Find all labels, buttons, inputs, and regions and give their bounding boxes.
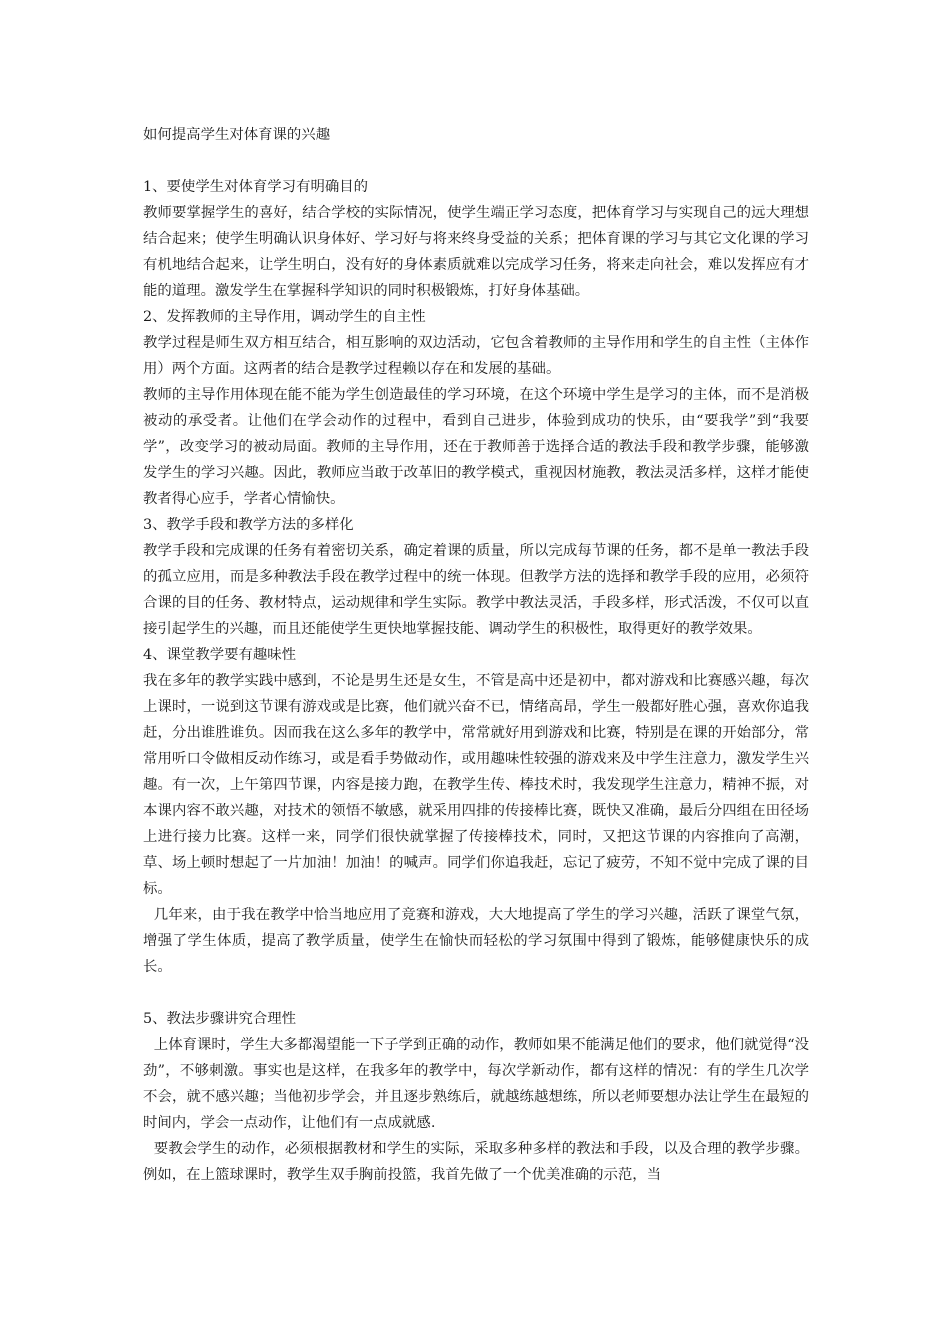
section-5-paragraph-1: 上体育课时，学生大多都渴望能一下子学到正确的动作，教师如果不能满足他们的要求，他们就觉得“没劲”，不够刺激。事实也是这样，在我多年的教学中，每次学新动作，都有这样的情况：有的学生几次学不会，就不感兴趣；当他初步学会，并且逐步熟练后，就越练越想练，所以老师要想办法让学生在最短的时间内，学会一点动作，让他们有一点成就感.: [143, 1037, 809, 1131]
section-2-paragraph-1: 教学过程是师生双方相互结合，相互影响的双边活动，它包含着教师的主导作用和学生的自主性（主体作用）两个方面。这两者的结合是教学过程赖以存在和发展的基础。: [143, 335, 809, 377]
section-2-paragraph-2: 教师的主导作用体现在能不能为学生创造最佳的学习环境，在这个环境中学生是学习的主体，而不是消极被动的承受者。让他们在学会动作的过程中，看到自己进步，体验到成功的快乐，由“要我学”到“我要学”，改变学习的被动局面。教师的主导作用，还在于教师善于选择合适的教法手段和教学步骤，能够激发学生的学习兴趣。因此，教师应当敢于改革旧的教学模式，重视因材施教，教法灵活多样，这样才能使教者得心应手，学者心情愉快。: [143, 387, 809, 507]
document-page: [143, 122, 809, 1188]
section-heading-2: 2、发挥教师的主导作用，调动学生的自主性: [143, 309, 426, 325]
section-1-paragraph-1: 教师要掌握学生的喜好，结合学校的实际情况，使学生端正学习态度，把体育学习与实现自己的远大理想结合起来；使学生明确认识身体好、学习好与将来终身受益的关系；把体育课的学习与其它文化课的学习有机地结合起来，让学生明白，没有好的身体素质就难以完成学习任务，将来走向社会，难以发挥应有才能的道理。激发学生在掌握科学知识的同时积极锻炼，打好身体基础。: [143, 205, 809, 299]
section-4-paragraph-2: 几年来，由于我在教学中恰当地应用了竞赛和游戏，大大地提高了学生的学习兴趣，活跃了课堂气氛，增强了学生体质，提高了教学质量，使学生在愉快而轻松的学习氛围中得到了锻炼，能够健康快乐的成长。: [143, 907, 809, 975]
section-3-paragraph-1: 教学手段和完成课的任务有着密切关系，确定着课的质量，所以完成每节课的任务，都不是单一教法手段的孤立应用，而是多种教法手段在教学过程中的统一体现。但教学方法的选择和教学手段的应用，必须符合课的目的任务、教材特点，运动规律和学生实际。教学中教法灵活，手段多样，形式活泼，不仅可以直接引起学生的兴趣，而且还能使学生更快地掌握技能、调动学生的积极性，取得更好的教学效果。: [143, 543, 809, 637]
document-title: 如何提高学生对体育课的兴趣: [143, 127, 331, 143]
section-4-paragraph-1: 我在多年的教学实践中感到，不论是男生还是女生，不管是高中还是初中，都对游戏和比赛感兴趣，每次上课时，一说到这节课有游戏或是比赛，他们就兴奋不已，情绪高昂，学生一般都好胜心强，喜欢你追我赶，分出谁胜谁负。因而我在这么多年的教学中，常常就好用到游戏和比赛，特别是在课的开始部分，常常用听口令做相反动作练习，或是看手势做动作，或用趣味性较强的游戏来及中学生注意力，激发学生兴趣。有一次，上午第四节课，内容是接力跑，在教学生传、棒技术时，我发现学生注意力，精神不振，对本课内容不敢兴趣，对技术的领悟不敏感，就采用四排的传接棒比赛，既快又准确，最后分四组在田径场上进行接力比赛。这样一来，同学们很快就掌握了传接棒技术，同时，又把这节课的内容推向了高潮，草、场上顿时想起了一片加油！加油！的喊声。同学们你追我赶，忘记了疲劳，不知不觉中完成了课的目标。: [143, 673, 809, 897]
section-heading-4: 4、课堂教学要有趣味性: [143, 647, 297, 663]
section-heading-5: 5、教法步骤讲究合理性: [143, 1011, 297, 1027]
section-heading-3: 3、教学手段和教学方法的多样化: [143, 517, 354, 533]
section-heading-1: 1、要使学生对体育学习有明确目的: [143, 179, 369, 195]
section-5-paragraph-2: 要教会学生的动作，必须根据教材和学生的实际，采取多种多样的教法和手段，以及合理的教学步骤。例如，在上篮球课时，教学生双手胸前投篮，我首先做了一个优美准确的示范，当: [143, 1141, 809, 1183]
blank-line: [143, 980, 809, 1006]
